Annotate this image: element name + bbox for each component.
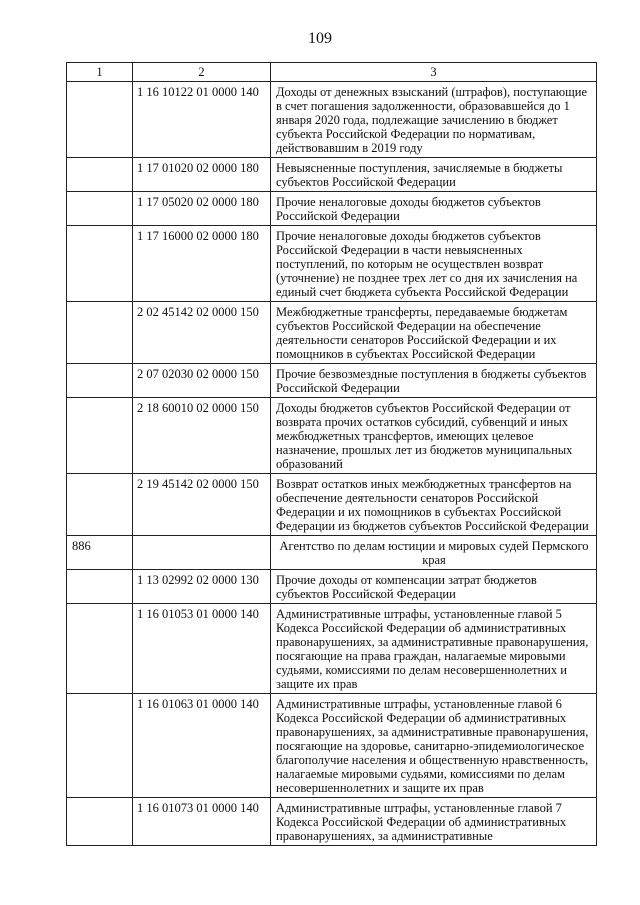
table-row xyxy=(67,474,597,536)
admin-code-cell xyxy=(67,192,133,226)
admin-code-cell xyxy=(67,364,133,398)
header-col-2: 2 xyxy=(133,63,271,82)
admin-code-cell: 886 xyxy=(67,536,133,570)
revenue-code-cell: 1 17 16000 02 0000 180 xyxy=(133,226,271,302)
description-cell: Административные штрафы, установленные главой 7 Кодекса Российской Федерации об административных правонарушениях, за административные xyxy=(271,798,597,846)
description-cell: Невыясненные поступления, зачисляемые в бюджеты субъектов Российской Федерации xyxy=(271,158,597,192)
admin-code-cell xyxy=(67,82,133,158)
header-col-3: 3 xyxy=(271,63,597,82)
revenue-code-cell: 1 16 01063 01 0000 140 xyxy=(133,694,271,798)
description-cell: Прочие неналоговые доходы бюджетов субъектов Российской Федерации xyxy=(271,192,597,226)
admin-code-cell xyxy=(67,226,133,302)
revenue-codes-table xyxy=(66,62,597,846)
revenue-code-cell: 1 13 02992 02 0000 130 xyxy=(133,570,271,604)
table-row xyxy=(67,302,597,364)
admin-code-cell xyxy=(67,474,133,536)
description-cell: Доходы бюджетов субъектов Российской Федерации от возврата прочих остатков субсидий, субвенций и иных межбюджетных трансфертов, имеющих целевое назначение, прошлых лет из бюджетов муниципальных образований xyxy=(271,398,597,474)
admin-code-cell xyxy=(67,570,133,604)
table-row xyxy=(67,226,597,302)
table-row xyxy=(67,536,597,570)
admin-code-cell xyxy=(67,398,133,474)
table-header-row xyxy=(67,63,597,82)
revenue-code-cell: 1 17 05020 02 0000 180 xyxy=(133,192,271,226)
admin-code-cell xyxy=(67,604,133,694)
description-cell: Прочие безвозмездные поступления в бюджеты субъектов Российской Федерации xyxy=(271,364,597,398)
revenue-code-cell: 1 17 01020 02 0000 180 xyxy=(133,158,271,192)
description-cell: Возврат остатков иных межбюджетных трансфертов на обеспечение деятельности сенаторов Российской Федерации и их помощников в субъектах Российской Федерации из бюджетов субъектов Российской Федерации xyxy=(271,474,597,536)
description-cell: Прочие доходы от компенсации затрат бюджетов субъектов Российской Федерации xyxy=(271,570,597,604)
description-cell: Межбюджетные трансферты, передаваемые бюджетам субъектов Российской Федерации на обеспечение деятельности сенаторов Российской Федерации и их помощников в субъектах Российской Федерации xyxy=(271,302,597,364)
description-cell: Доходы от денежных взысканий (штрафов), поступающие в счет погашения задолженности, образовавшейся до 1 января 2020 года, подлежащие зачислению в бюджет субъекта Российской Федерации по нормативам, действовавшим в 2019 году xyxy=(271,82,597,158)
administrator-name-cell: Агентство по делам юстиции и мировых судей Пермского края xyxy=(271,536,597,570)
revenue-code-cell: 1 16 01073 01 0000 140 xyxy=(133,798,271,846)
table-row xyxy=(67,398,597,474)
description-cell: Административные штрафы, установленные главой 6 Кодекса Российской Федерации об административных правонарушениях, за административные правонарушения, посягающие на здоровье, санитарно-эпидемиологическое благополучие населения и общественную нравственность, налагаемые мировыми судьями, комиссиями по делам несовершеннолетних и защите их прав xyxy=(271,694,597,798)
page-number: 109 xyxy=(308,30,332,47)
revenue-code-cell: 2 02 45142 02 0000 150 xyxy=(133,302,271,364)
table-row xyxy=(67,364,597,398)
admin-code-cell xyxy=(67,158,133,192)
admin-code-cell xyxy=(67,302,133,364)
table-row xyxy=(67,694,597,798)
admin-code-cell xyxy=(67,694,133,798)
table-row xyxy=(67,570,597,604)
table-row xyxy=(67,158,597,192)
table-row xyxy=(67,192,597,226)
table-row xyxy=(67,798,597,846)
revenue-code-cell: 2 18 60010 02 0000 150 xyxy=(133,398,271,474)
description-cell: Административные штрафы, установленные главой 5 Кодекса Российской Федерации об административных правонарушениях, за административные правонарушения, посягающие на права граждан, налагаемые мировыми судьями, комиссиями по делам несовершеннолетних и защите их прав xyxy=(271,604,597,694)
revenue-code-cell: 1 16 01053 01 0000 140 xyxy=(133,604,271,694)
description-cell: Прочие неналоговые доходы бюджетов субъектов Российской Федерации в части невыясненных поступлений, по которым не осуществлен возврат (уточнение) не позднее трех лет со дня их зачисления на единый счет бюджета субъекта Российской Федерации xyxy=(271,226,597,302)
revenue-code-cell: 2 07 02030 02 0000 150 xyxy=(133,364,271,398)
table-row xyxy=(67,82,597,158)
revenue-code-cell: 2 19 45142 02 0000 150 xyxy=(133,474,271,536)
admin-code-cell xyxy=(67,798,133,846)
table-row xyxy=(67,604,597,694)
revenue-code-cell xyxy=(133,536,271,570)
revenue-code-cell: 1 16 10122 01 0000 140 xyxy=(133,82,271,158)
header-col-1: 1 xyxy=(67,63,133,82)
